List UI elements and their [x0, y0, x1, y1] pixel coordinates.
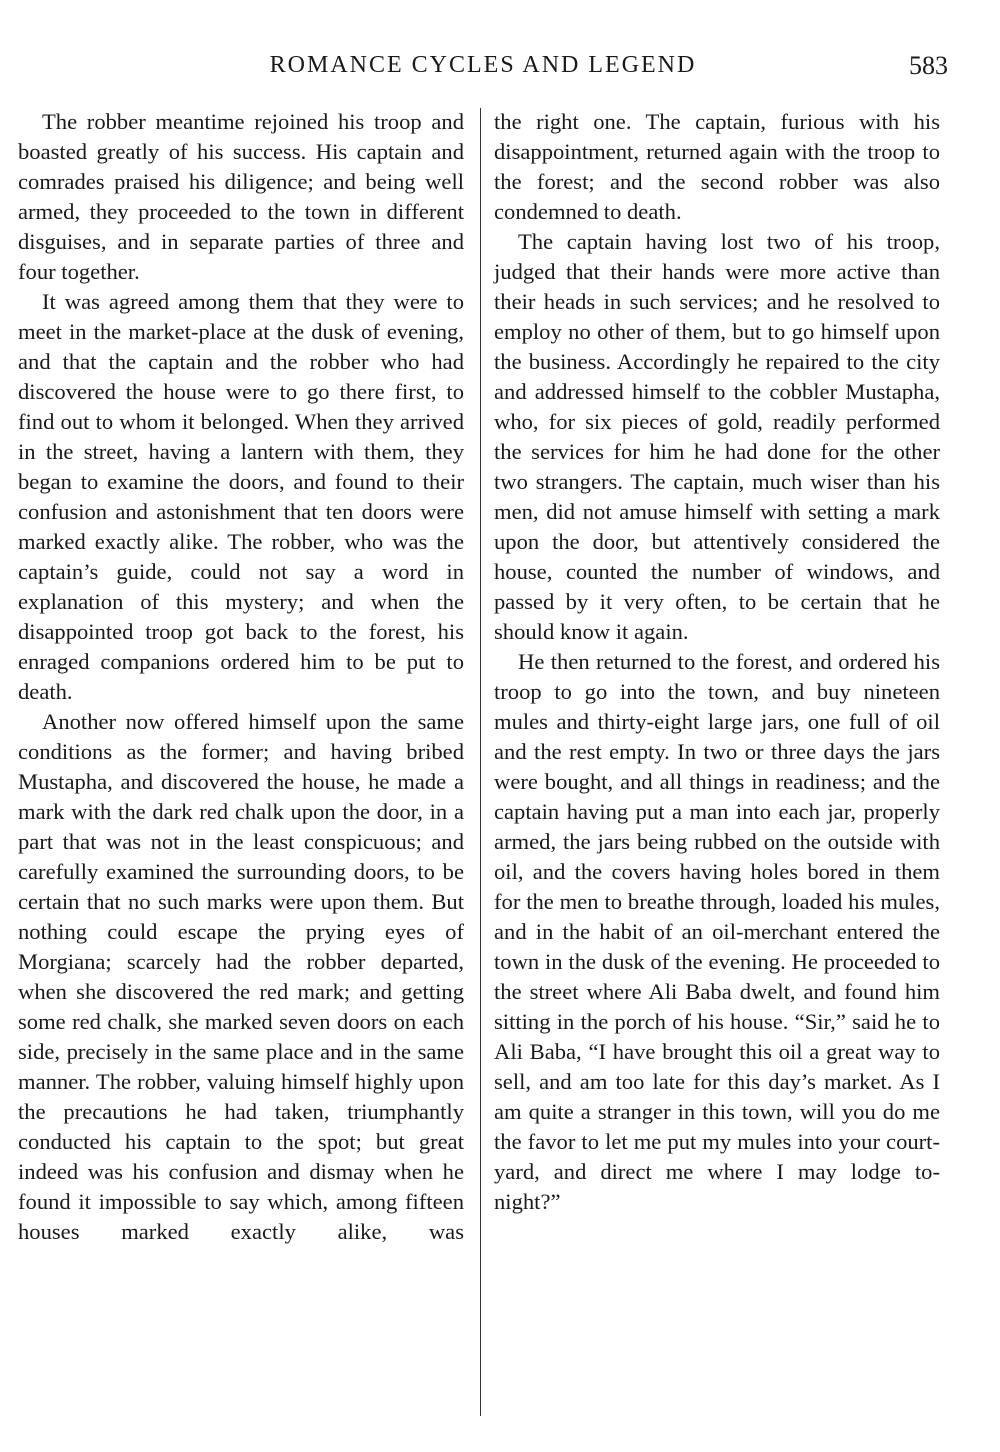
paragraph: He then returned to the forest, and ordered his troop to go into the town, and buy nineteen mules and thirty-eight large jars, one full of oil and the rest empty. In two or three days the jars were bought, and all things in readiness; and the captain having put a man into each jar, properly armed, the jars being rubbed on the outside with oil, and the covers having holes bored in them for the men to breathe through, loaded his mules, and in the habit of an oil-merchant entered the town in the dusk of the evening. He proceeded to the street where Ali Baba dwelt, and found him sitting in the porch of his house. “Sir,” said he to Ali Baba, “I have brought this oil a great way to sell, and am too late for this day’s market. As I am quite a stranger in this town, will you do me the favor to let me put my mules into your court-yard, and direct me where I may lodge to-night?” — [494, 649, 940, 1214]
column-divider — [480, 108, 481, 1416]
running-title: ROMANCE CYCLES AND LEGEND — [269, 52, 697, 78]
right-column — [494, 107, 940, 1217]
paragraph: Another now offered himself upon the same conditions as the former; and having bribed Mustapha, and discovered the house, he made a mark with the dark red chalk upon the door, in a part that was not in the least conspicuous; and carefully examined the surrounding doors, to be certain that no such marks were upon them. But nothing could escape the prying eyes of Morgiana; scarcely had the robber departed, when she discovered the red mark; and getting some red chalk, she marked seven doors on each side, precisely in the same place and in the same manner. The robber, valuing himself highly upon the precautions he had taken, triumphantly conducted his captain to the spot; but great indeed was his confusion and dismay when he found it impossible to say which, among fifteen houses marked exactly alike, was — [18, 709, 464, 1244]
left-column — [18, 107, 464, 1247]
page-number: 583 — [909, 51, 948, 80]
paragraph: the right one. The captain, furious with his disappointment, returned again with the troop to the forest; and the second robber was also condemned to death. — [494, 109, 940, 224]
paragraph: The captain having lost two of his troop, judged that their hands were more active than their heads in such services; and he resolved to employ no other of them, but to go himself upon the business. Accordingly he repaired to the city and addressed himself to the cobbler Mustapha, who, for six pieces of gold, readily performed the services for him he had done for the other two strangers. The captain, much wiser than his men, did not amuse himself with setting a mark upon the door, but attentively considered the house, counted the number of windows, and passed by it very often, to be certain that he should know it again. — [494, 229, 940, 644]
paragraph: The robber meantime rejoined his troop and boasted greatly of his success. His captain and comrades praised his diligence; and being well armed, they proceeded to the town in different disguises, and in separate parties of three and four together. — [18, 109, 464, 284]
running-head — [18, 48, 948, 88]
paragraph: It was agreed among them that they were to meet in the market-place at the dusk of evening, and that the captain and the robber who had discovered the house were to go there first, to find out to whom it belonged. When they arrived in the street, having a lantern with them, they began to examine the doors, and found to their confusion and astonishment that ten doors were marked exactly alike. The robber, who was the captain’s guide, could not say a word in explanation of this mystery; and when the disappointed troop got back to the forest, his enraged companions ordered him to be put to death. — [18, 289, 464, 704]
